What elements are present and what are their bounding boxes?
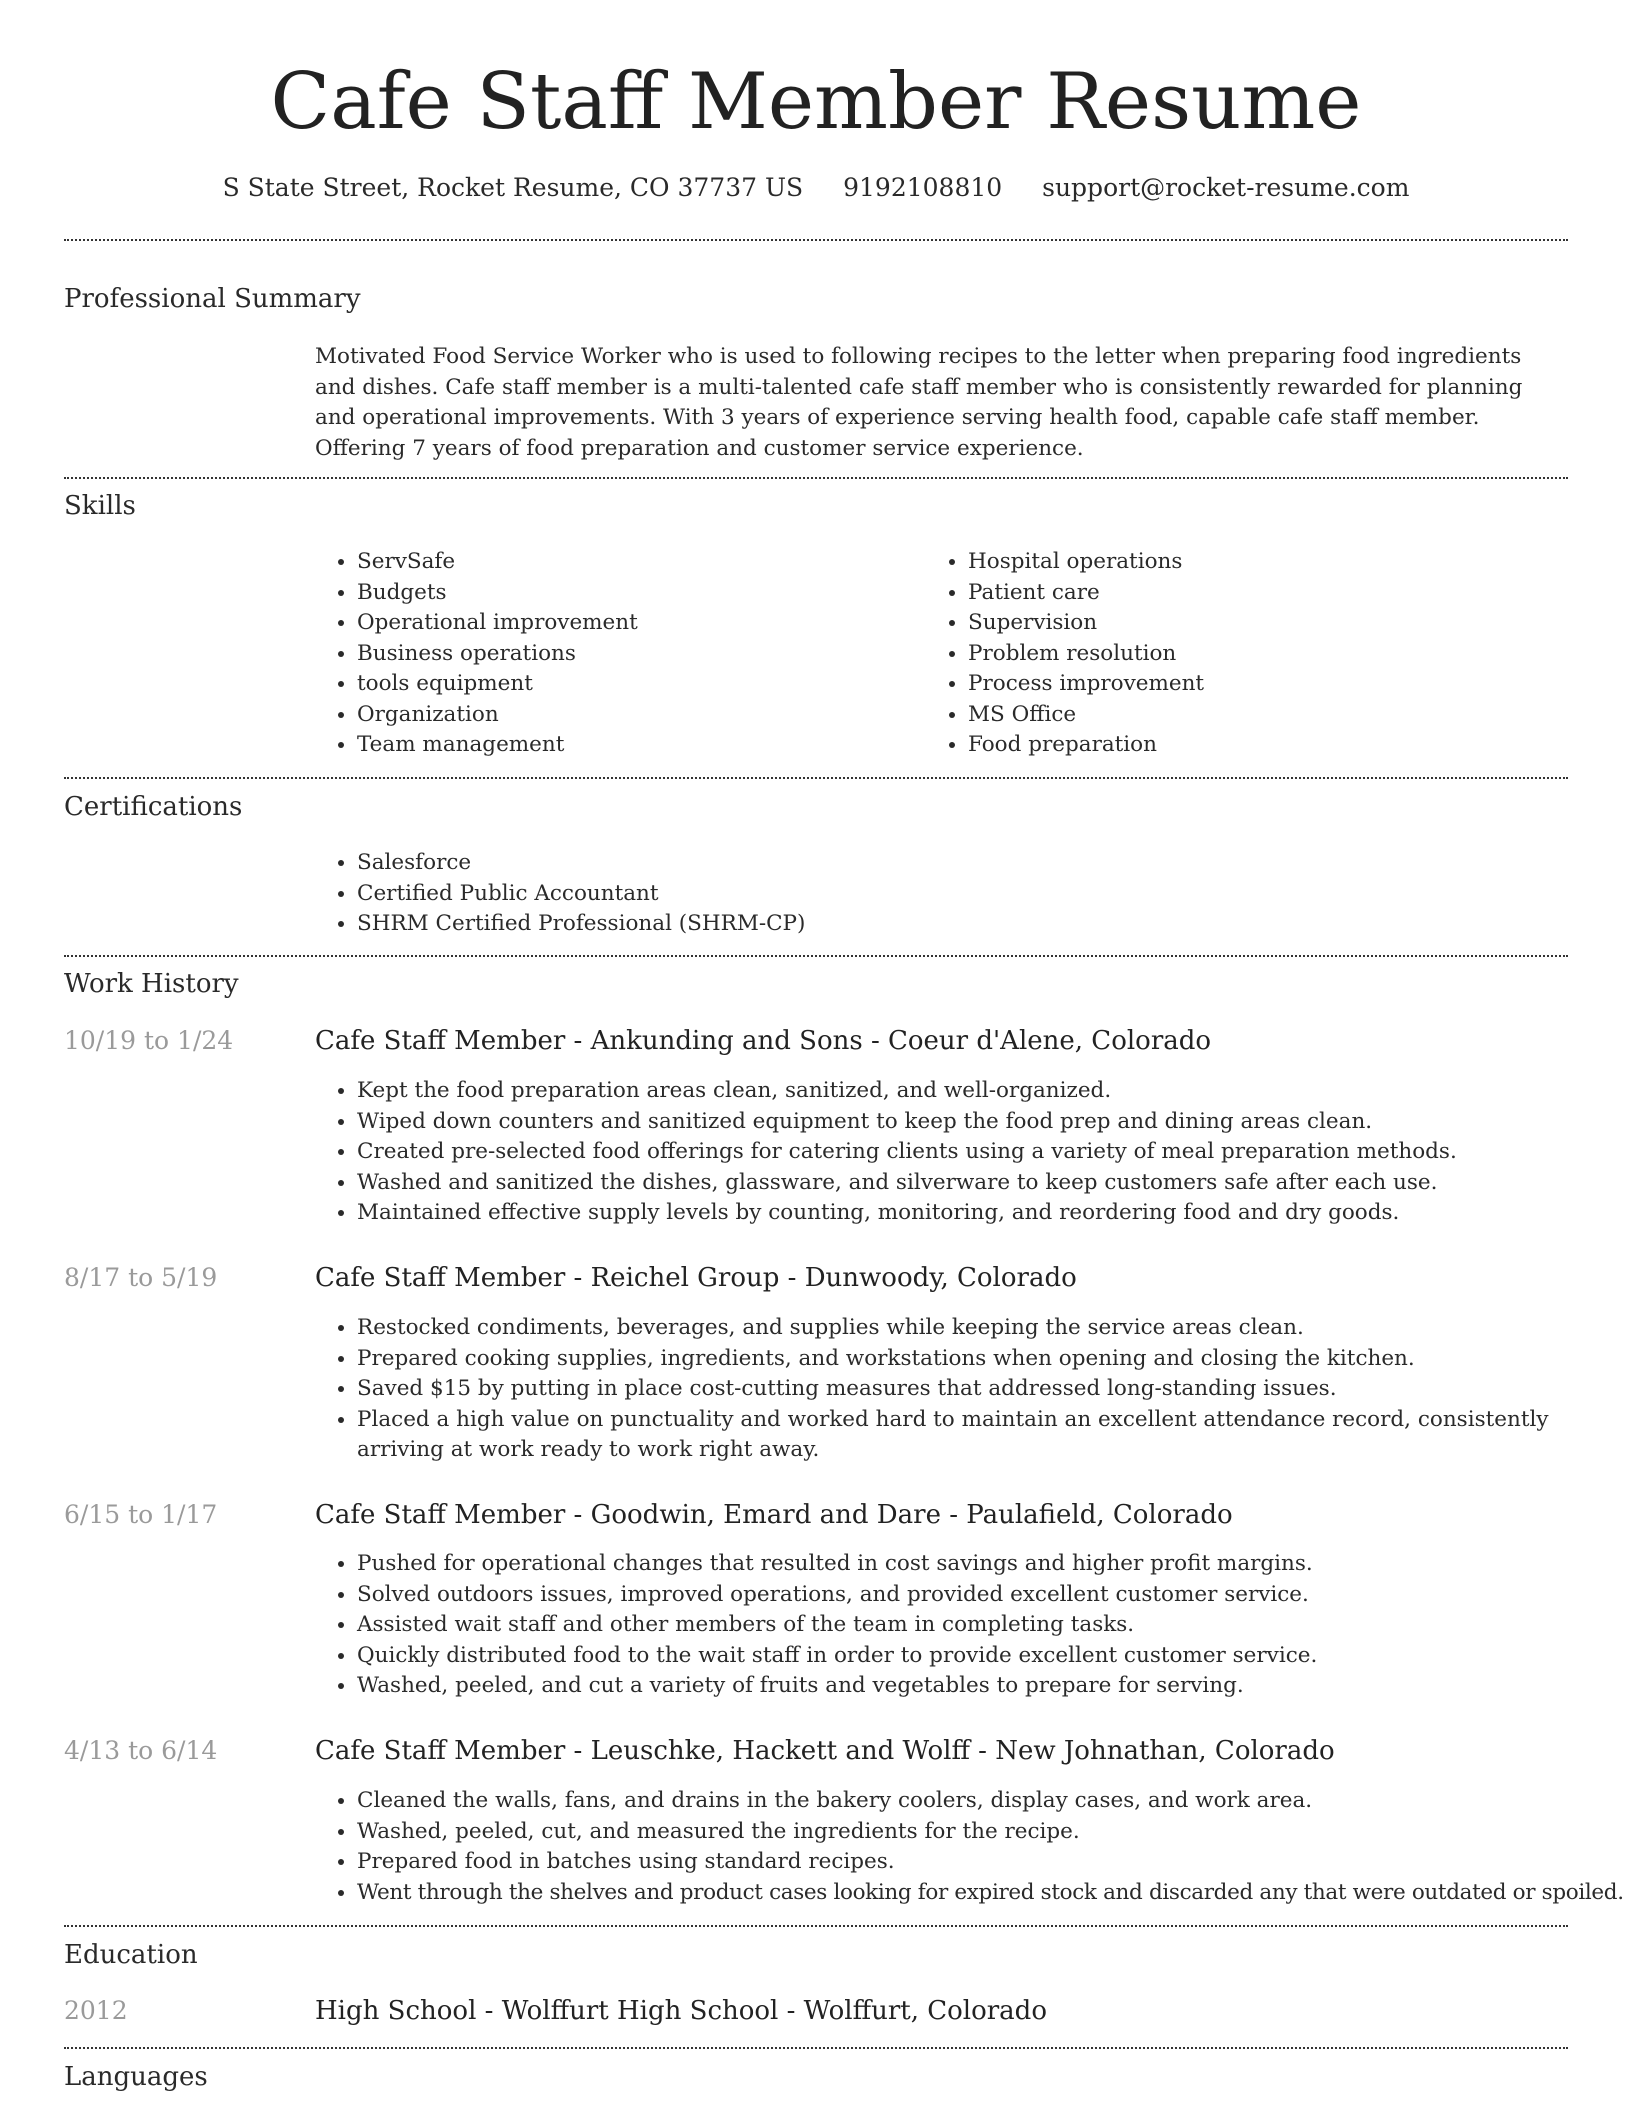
resume-title: Cafe Staff Member Resume [270, 57, 1362, 147]
job-bullet: • Kept the food preparation areas clean, sanitized, and well-organized. [357, 1076, 1607, 1107]
job-bullet: • Washed, peeled, cut, and measured the ingredients for the recipe. [357, 1817, 1617, 1848]
job-bullet: • Washed and sanitized the dishes, glassware, and silverware to keep customers safe after each use. [357, 1168, 1607, 1199]
skill-item: • Process improvement [968, 669, 1204, 700]
job-heading: Cafe Staff Member - Ankunding and Sons - Coeur d'Alene, Colorado [315, 1026, 1212, 1056]
job-bullet: • Quickly distributed food to the wait staff in order to provide excellent customer service. [357, 1641, 1607, 1672]
job-dates: 8/17 to 5/19 [64, 1263, 218, 1292]
job-bullets [313, 1313, 1607, 1466]
education-heading-line: High School - Wolffurt High School - Wolffurt, Colorado [315, 1996, 1047, 2026]
job-bullet: • Prepared food in batches using standard recipes. [357, 1847, 1617, 1878]
education-year: 2012 [64, 1996, 128, 2025]
skill-item: • Problem resolution [968, 639, 1204, 670]
job-bullet: • Wiped down counters and sanitized equipment to keep the food prep and dining areas clean. [357, 1107, 1607, 1138]
job-dates: 4/13 to 6/14 [64, 1736, 218, 1765]
section-divider [64, 2047, 1568, 2049]
section-divider [64, 477, 1568, 479]
job-bullet: • Washed, peeled, and cut a variety of fruits and vegetables to prepare for serving. [357, 1671, 1607, 1702]
skill-item: • Food preparation [968, 730, 1204, 761]
section-divider [64, 1925, 1568, 1927]
job-bullet: • Saved $15 by putting in place cost-cutting measures that addressed long-standing issues. [357, 1374, 1607, 1405]
section-divider [64, 239, 1568, 241]
job-bullet: • Assisted wait staff and other members of the team in completing tasks. [357, 1610, 1607, 1641]
certification-item: • Salesforce [357, 848, 805, 879]
job-bullet: • Went through the shelves and product cases looking for expired stock and discarded any that were outdated or spoiled. [357, 1878, 1617, 1909]
skill-item: • ServSafe [357, 547, 638, 578]
skill-item: • MS Office [968, 700, 1204, 731]
job-bullet: • Cleaned the walls, fans, and drains in the bakery coolers, display cases, and work area. [357, 1786, 1617, 1817]
job-bullets [313, 1549, 1607, 1702]
job-bullets [313, 1076, 1607, 1229]
contact-line [0, 170, 1632, 206]
job-dates: 10/19 to 1/24 [64, 1026, 234, 1055]
languages-heading: Languages [64, 2062, 208, 2092]
work-history-heading: Work History [64, 969, 239, 999]
job-bullet: • Solved outdoors issues, improved operations, and provided excellent customer service. [357, 1580, 1607, 1611]
summary-text: Motivated Food Service Worker who is used to following recipes to the letter when preparing food ingredients and dishes. Cafe staff member is a multi-talented cafe staff member who is consistently rewarded for planning and operational improvements. With 3 years of experience serving health food, capable cafe staff member. Offering 7 years of food preparation and customer service experience. [315, 344, 1523, 461]
section-divider [64, 777, 1568, 779]
skill-item: • Team management [357, 730, 638, 761]
job-bullet: • Restocked condiments, beverages, and supplies while keeping the service areas clean. [357, 1313, 1607, 1344]
skill-item: • Organization [357, 700, 638, 731]
certification-item: • SHRM Certified Professional (SHRM-CP) [357, 909, 805, 940]
certifications-heading: Certifications [64, 792, 243, 822]
skill-item: • Patient care [968, 578, 1204, 609]
skill-item: • Supervision [968, 608, 1204, 639]
job-bullet: • Placed a high value on punctuality and worked hard to maintain an excellent attendance record, consistently arriving at work ready to work right away. [357, 1405, 1607, 1466]
job-heading: Cafe Staff Member - Leuschke, Hackett and Wolff - New Johnathan, Colorado [315, 1736, 1335, 1766]
job-heading: Cafe Staff Member - Goodwin, Emard and Dare - Paulafield, Colorado [315, 1500, 1233, 1530]
certifications-list [313, 848, 805, 940]
contact-address: S State Street, Rocket Resume, CO 37737 US [222, 173, 804, 202]
summary-heading: Professional Summary [64, 284, 361, 314]
job-bullets [313, 1786, 1624, 1908]
skill-item: • Business operations [357, 639, 638, 670]
skill-item: • Operational improvement [357, 608, 638, 639]
contact-email: support@rocket-resume.com [1042, 173, 1410, 202]
job-bullet: • Prepared cooking supplies, ingredients, and workstations when opening and closing the kitchen. [357, 1344, 1607, 1375]
job-bullet: • Created pre-selected food offerings for catering clients using a variety of meal preparation methods. [357, 1137, 1607, 1168]
job-heading: Cafe Staff Member - Reichel Group - Dunwoody, Colorado [315, 1263, 1077, 1293]
job-bullet: • Maintained effective supply levels by counting, monitoring, and reordering food and dry goods. [357, 1198, 1607, 1229]
job-bullet: • Pushed for operational changes that resulted in cost savings and higher profit margins. [357, 1549, 1607, 1580]
certification-item: • Certified Public Accountant [357, 879, 805, 910]
job-dates: 6/15 to 1/17 [64, 1500, 218, 1529]
skill-item: • Budgets [357, 578, 638, 609]
education-heading: Education [64, 1940, 198, 1970]
skill-item: • tools equipment [357, 669, 638, 700]
skill-item: • Hospital operations [968, 547, 1204, 578]
contact-phone: 9192108810 [843, 173, 1003, 202]
skills-list-right [924, 547, 1204, 761]
section-divider [64, 955, 1568, 957]
skills-list-left [313, 547, 638, 761]
skills-heading: Skills [64, 491, 136, 521]
